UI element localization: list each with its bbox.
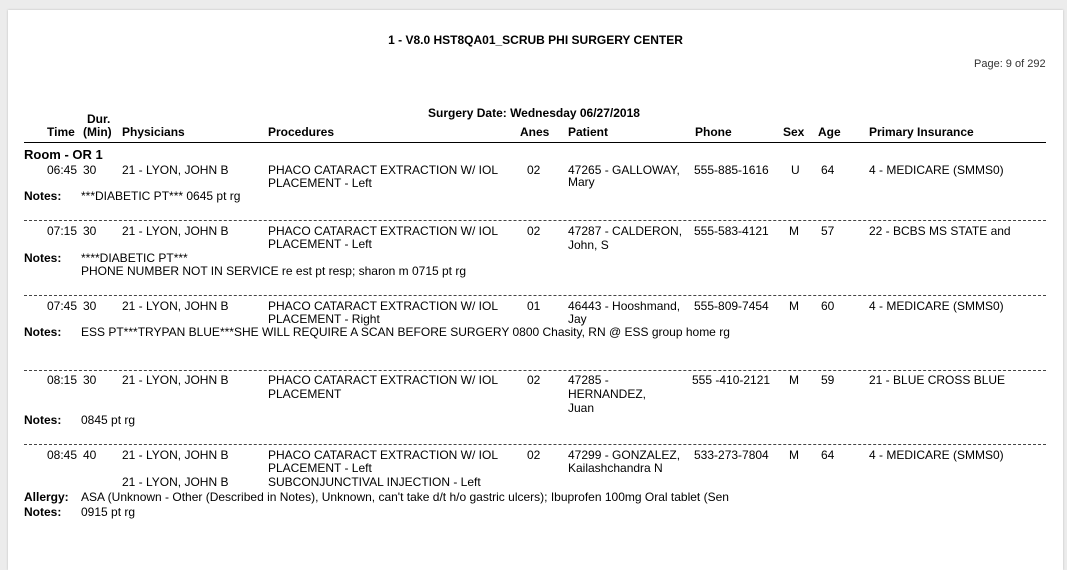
notes-label: Notes:: [24, 251, 62, 265]
case-separator: [24, 444, 1046, 445]
case-time: 07:15: [47, 224, 78, 238]
case-physician: 21 - LYON, JOHN B: [122, 163, 229, 177]
case-duration: 40: [83, 448, 97, 462]
case-sex: M: [789, 448, 799, 462]
case-patient-line1: 47285 -: [568, 373, 609, 387]
case-insurance: 21 - BLUE CROSS BLUE: [869, 373, 1006, 387]
surgery-date: Surgery Date: Wednesday 06/27/2018: [428, 106, 640, 120]
header-divider: [24, 142, 1046, 143]
case-patient-line3: Juan: [568, 401, 595, 415]
case-procedure-line2: PLACEMENT - Left: [268, 237, 372, 251]
case-age: 59: [821, 373, 835, 387]
case-phone: 555 -410-2121: [692, 373, 771, 387]
case-separator: [24, 220, 1046, 221]
col-phone: Phone: [695, 125, 732, 139]
col-duration-line1: Dur.: [87, 112, 111, 126]
case-physician: 21 - LYON, JOHN B: [122, 224, 229, 238]
col-physicians: Physicians: [122, 125, 185, 139]
case-sex: M: [789, 373, 799, 387]
case-note: ***DIABETIC PT*** 0645 pt rg: [81, 189, 241, 203]
case-age: 64: [821, 448, 835, 462]
case-phone: 555-583-4121: [694, 224, 769, 238]
case-anes: 02: [527, 224, 541, 238]
case-anes: 02: [527, 163, 541, 177]
case-phone: 555-885-1616: [694, 163, 769, 177]
case-patient-line2: Jay: [568, 312, 587, 326]
case-anes: 01: [527, 299, 541, 313]
col-procedures: Procedures: [268, 125, 335, 139]
notes-label: Notes:: [24, 189, 62, 203]
case-patient-line2: Mary: [568, 175, 595, 189]
case-duration: 30: [83, 373, 97, 387]
case-physician-secondary: 21 - LYON, JOHN B: [122, 475, 229, 489]
report-page: [8, 10, 1063, 570]
case-note-line1: ****DIABETIC PT***: [81, 251, 188, 265]
case-procedure-line2: PLACEMENT: [268, 387, 342, 401]
case-age: 60: [821, 299, 835, 313]
col-duration-line2: (Min): [83, 125, 112, 139]
case-insurance: 4 - MEDICARE (SMMS0): [869, 299, 1004, 313]
case-insurance: 4 - MEDICARE (SMMS0): [869, 448, 1004, 462]
case-procedure-line2: PLACEMENT - Left: [268, 461, 372, 475]
case-physician: 21 - LYON, JOHN B: [122, 299, 229, 313]
col-sex: Sex: [783, 125, 805, 139]
case-procedure-line1: PHACO CATARACT EXTRACTION W/ IOL: [268, 448, 499, 462]
case-procedure-line1: PHACO CATARACT EXTRACTION W/ IOL: [268, 299, 499, 313]
case-note: ESS PT***TRYPAN BLUE***SHE WILL REQUIRE A SCAN BEFORE SURGERY 0800 Chasity, RN @ ESS group home rg: [81, 325, 730, 339]
col-age: Age: [818, 125, 841, 139]
case-patient-line1: 47265 - GALLOWAY,: [568, 163, 680, 177]
case-procedure-line1: PHACO CATARACT EXTRACTION W/ IOL: [268, 373, 499, 387]
case-procedure-line1: PHACO CATARACT EXTRACTION W/ IOL: [268, 224, 499, 238]
case-procedure-line1: PHACO CATARACT EXTRACTION W/ IOL: [268, 163, 499, 177]
allergy-label: Allergy:: [24, 490, 69, 504]
case-phone: 555-809-7454: [694, 299, 769, 313]
case-anes: 02: [527, 448, 541, 462]
notes-label: Notes:: [24, 413, 62, 427]
page-number: Page: 9 of 292: [974, 58, 1046, 70]
case-insurance: 22 - BCBS MS STATE and: [869, 224, 1011, 238]
col-patient: Patient: [568, 125, 609, 139]
case-patient-line1: 47287 - CALDERON,: [568, 224, 683, 238]
report-title: 1 - V8.0 HST8QA01_SCRUB PHI SURGERY CENTER: [388, 33, 683, 47]
notes-label: Notes:: [24, 325, 62, 339]
room-heading: Room - OR 1: [24, 147, 103, 162]
case-time: 06:45: [47, 163, 78, 177]
notes-label: Notes:: [24, 505, 62, 519]
case-separator: [24, 370, 1046, 371]
case-patient-line1: 46443 - Hooshmand,: [568, 299, 681, 313]
case-separator: [24, 295, 1046, 296]
case-note: 0845 pt rg: [81, 413, 136, 427]
col-time: Time: [47, 125, 75, 139]
case-duration: 30: [83, 163, 97, 177]
case-physician: 21 - LYON, JOHN B: [122, 448, 229, 462]
case-note: 0915 pt rg: [81, 505, 136, 519]
case-phone: 533-273-7804: [694, 448, 769, 462]
case-age: 57: [821, 224, 835, 238]
col-anes: Anes: [520, 125, 550, 139]
case-physician: 21 - LYON, JOHN B: [122, 373, 229, 387]
case-time: 08:15: [47, 373, 78, 387]
case-time: 07:45: [47, 299, 78, 313]
col-primary-insurance: Primary Insurance: [869, 125, 974, 139]
case-patient-line1: 47299 - GONZALEZ,: [568, 448, 681, 462]
case-procedure-line2: PLACEMENT - Right: [268, 312, 380, 326]
case-patient-line2: Kailashchandra N: [568, 461, 663, 475]
case-sex: M: [789, 224, 799, 238]
case-time: 08:45: [47, 448, 78, 462]
case-patient-line2: HERNANDEZ,: [568, 387, 647, 401]
case-duration: 30: [83, 299, 97, 313]
case-age: 64: [821, 163, 835, 177]
case-sex: M: [789, 299, 799, 313]
case-procedure-secondary: SUBCONJUNCTIVAL INJECTION - Left: [268, 475, 481, 489]
case-allergy: ASA (Unknown - Other (Described in Notes), Unknown, can't take d/t h/o gastric ulcers); Ibuprofen 100mg Oral tablet (Sen: [81, 490, 729, 504]
case-note-line2: PHONE NUMBER NOT IN SERVICE re est pt resp; sharon m 0715 pt rg: [81, 264, 467, 278]
case-duration: 30: [83, 224, 97, 238]
case-sex: U: [791, 163, 800, 177]
case-anes: 02: [527, 373, 541, 387]
case-patient-line2: John, S: [568, 238, 609, 252]
case-insurance: 4 - MEDICARE (SMMS0): [869, 163, 1004, 177]
case-procedure-line2: PLACEMENT - Left: [268, 176, 372, 190]
